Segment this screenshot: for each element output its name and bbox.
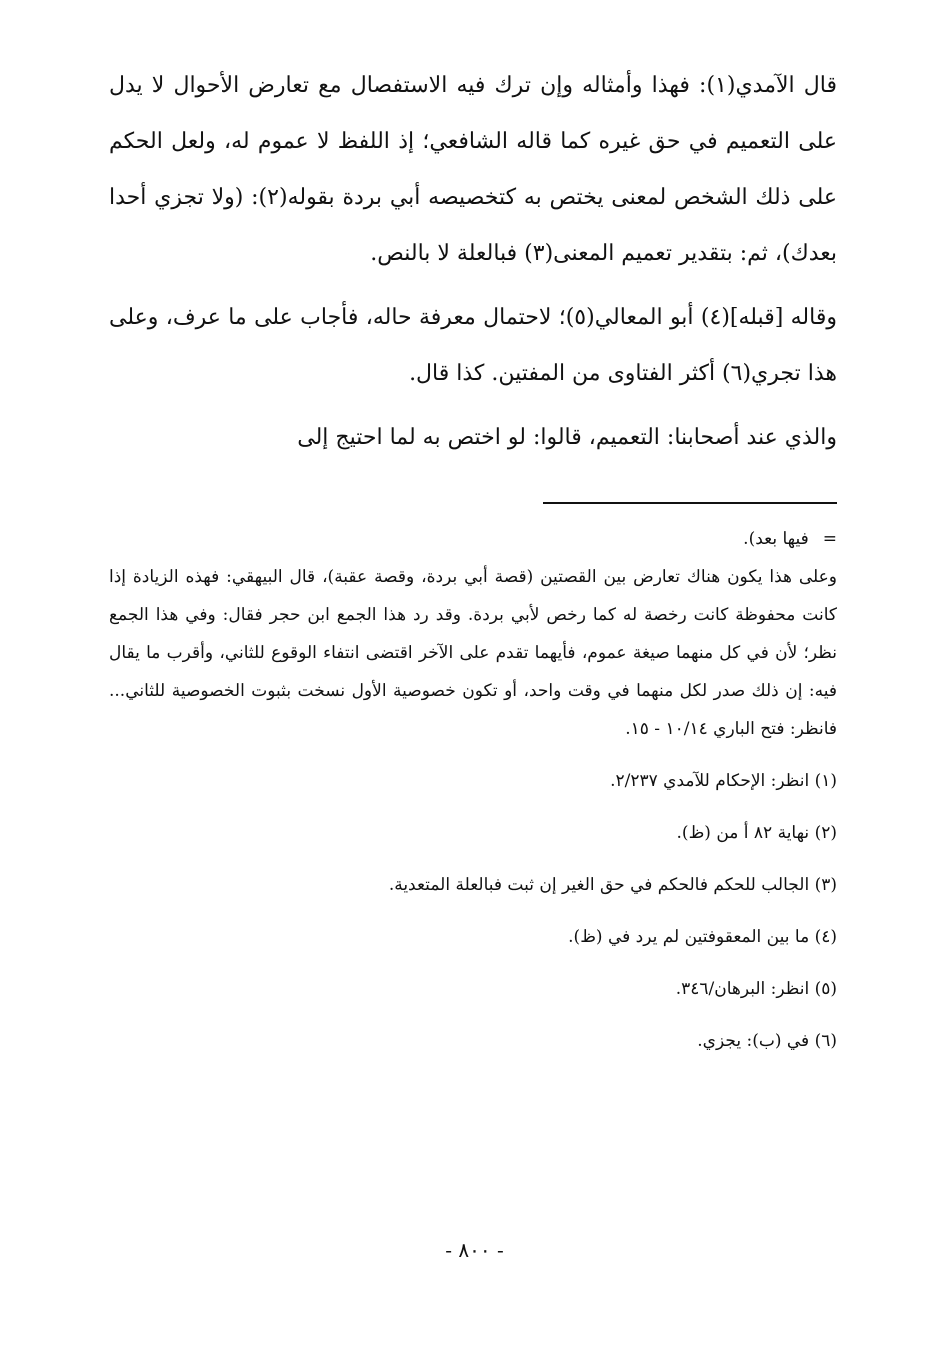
page-content [109, 58, 837, 1060]
continuation-marker: = [822, 529, 837, 549]
main-paragraph-3: والذي عند أصحابنا: التعميم، قالوا: لو اختص به لما احتيج إلى [297, 425, 837, 450]
footnotes-section [109, 520, 837, 1060]
footnote-6: (٦) في (ب): يجزي. [697, 1031, 837, 1051]
continuation-text: فيها بعد). [743, 529, 809, 549]
main-paragraph-2: وقاله [قبله](٤) أبو المعالي(٥)؛ لاحتمال معرفة حاله، فأجاب على ما عرف، وعلى هذا تجري(٦) أكثر الفتاوى من المفتين. كذا قال. [109, 305, 837, 386]
main-paragraph-1: قال الآمدي(١): فهذا وأمثاله وإن ترك فيه الاستفصال مع تعارض الأحوال لا يدل على التعميم في حق غيره كما قاله الشافعي؛ إذ اللفظ لا عموم له، ولعل الحكم على ذلك الشخص لمعنى يختص به كتخصيصه أبي بردة بقوله(٢): (ولا تجزي أحدا بعدك)، ثم: بتقدير تعميم المعنى(٣) فبالعلة لا بالنص. [109, 73, 837, 266]
footnote-4: (٤) ما بين المعقوفتين لم يرد في (ظ). [568, 927, 837, 947]
page-number: - ٨٠٠ - [445, 1238, 504, 1262]
footnote-continuation-line [109, 520, 837, 558]
footnote-1: (١) انظر: الإحكام للآمدي ٢/٢٣٧. [610, 771, 837, 791]
footnote-continuation-paragraph: وعلى هذا يكون هناك تعارض بين القصتين (قصة أبي بردة، وقصة عقبة)، قال البيهقي: فهذه الزيادة إذا كانت محفوظة كانت رخصة له كما رخص لأبي بردة. وقد رد هذا الجمع ابن حجر فقال: وفي هذا الجمع نظر؛ لأن في كل منهما صيغة عموم، فأيهما تقدم على الآخر اقتضى انتفاء الوقوع للثاني، وأقرب ما يقال فيه: إن ذلك صدر لكل منهما في وقت واحد، أو تكون خصوصية الأول نسخت بثبوت الخصوصية للثاني... فانظر: فتح الباري ١٠/١٤ - ١٥. [109, 567, 837, 739]
footnote-divider [543, 502, 837, 504]
footnote-2: (٢) نهاية ٨٢ أ من (ظ). [676, 823, 837, 843]
footnote-5: (٥) انظر: البرهان/٣٤٦. [675, 979, 837, 999]
footnote-3: (٣) الجالب للحكم فالحكم في حق الغير إن ثبت فبالعلة المتعدية. [388, 875, 837, 895]
main-text [109, 58, 837, 466]
